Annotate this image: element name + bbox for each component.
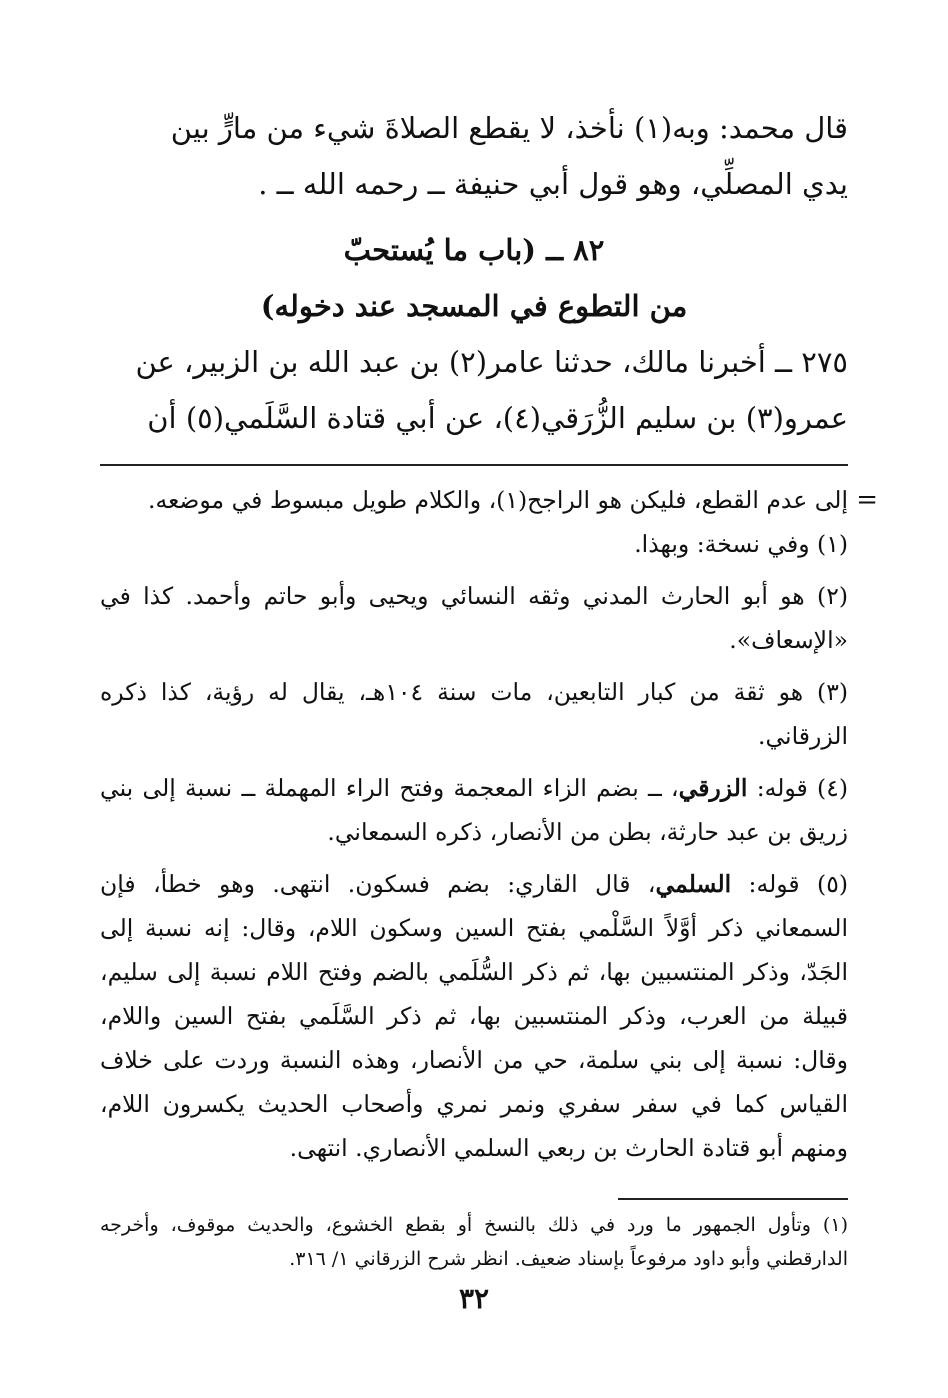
main-text bbox=[100, 100, 848, 212]
footnotes bbox=[100, 478, 878, 1276]
main-text-line: قال محمد: وبه(١) نأخذ، لا يقطع الصلاةَ شيء من مارٍّ بين bbox=[170, 111, 848, 145]
footnote-5 bbox=[100, 862, 848, 1170]
chapter-heading-line-2: من التطوع في المسجد عند دخوله) bbox=[260, 289, 688, 323]
hadith-line: ٢٧٥ ــ أخبرنا مالك، حدثنا عامر(٢) بن عبد الله بن الزبير، عن bbox=[135, 345, 848, 379]
footnote-2: (٢) هو أبو الحارث المدني وثقه النسائي ويحيى وأبو حاتم وأحمد. كذا في «الإسعاف». bbox=[100, 582, 848, 654]
hadith-text bbox=[100, 334, 848, 446]
footnote-continuation: إلى عدم القطع، فليكن هو الراجح(١)، والكلام طويل مبسوط في موضعه. bbox=[148, 486, 848, 514]
footnote-5-body: ، قال القاري: بضم فسكون. انتهى. وهو خطأ، فإن السمعاني ذكر أوَّلاً السَّلْمي بفتح السين وسكون اللام، وقال: إنه نسبة إلى الجَدّ، وذكر المنتسبين بها، ثم ذكر السُّلَمي بالضم وفتح اللام نسبة إلى سليم، قبيلة من العرب، وذكر المنتسبين بها، ثم ذكر السَّلَمي بفتح السين واللام، وقال: نسبة إلى بني سلمة، حي من الأنصار، وهذه النسبة وردت على خلاف القياس كما في سفر سفري ونمر نمري وأصحاب الحديث يكسرون اللام، ومنهم أبو قتادة الحارث بن ربعي السلمي الأنصاري. انتهى. bbox=[100, 870, 848, 1162]
subnote-divider bbox=[618, 1198, 848, 1200]
subnote-1: (١) وتأول الجمهور ما ورد في ذلك بالنسخ أو بقطع الخشوع، والحديث موقوف، وأخرجه الدارقطني وأبو داود مرفوعاً بإسناد ضعيف. انظر شرح الزرقاني ١/ ٣١٦. bbox=[100, 1214, 848, 1270]
chapter-heading-line-1: ٨٢ ــ (باب ما يُستحبّ bbox=[343, 233, 605, 267]
footnote-4-term: الزرقي bbox=[678, 774, 748, 802]
footnote-4 bbox=[100, 766, 848, 854]
page-number: ٣٢ bbox=[458, 1282, 490, 1315]
footnote-divider bbox=[100, 464, 848, 466]
footnote-1: (١) وفي نسخة: وبهذا. bbox=[634, 530, 848, 558]
hadith-line: عمرو(٣) بن سليم الزُّرَقي(٤)، عن أبي قتادة السَّلَمي(٥) أن bbox=[147, 401, 848, 435]
footnote-3: (٣) هو ثقة من كبار التابعين، مات سنة ١٠٤هـ، يقال له رؤية، كذا ذكره الزرقاني. bbox=[100, 678, 848, 750]
continuation-mark: = bbox=[856, 485, 878, 515]
footnote-4-prefix: (٤) قوله: bbox=[747, 774, 848, 802]
footnote-5-term: السلمي bbox=[655, 870, 732, 898]
main-text-line: يدي المصلِّي، وهو قول أبي حنيفة ــ رحمه الله ــ . bbox=[258, 167, 848, 201]
footnote-5-prefix: (٥) قوله: bbox=[731, 870, 848, 898]
footnote-4-body: ، ــ بضم الزاء المعجمة وفتح الراء المهملة ــ نسبة إلى بني زريق بن عبد حارثة، بطن من الأنصار، ذكره السمعاني. bbox=[100, 774, 848, 846]
